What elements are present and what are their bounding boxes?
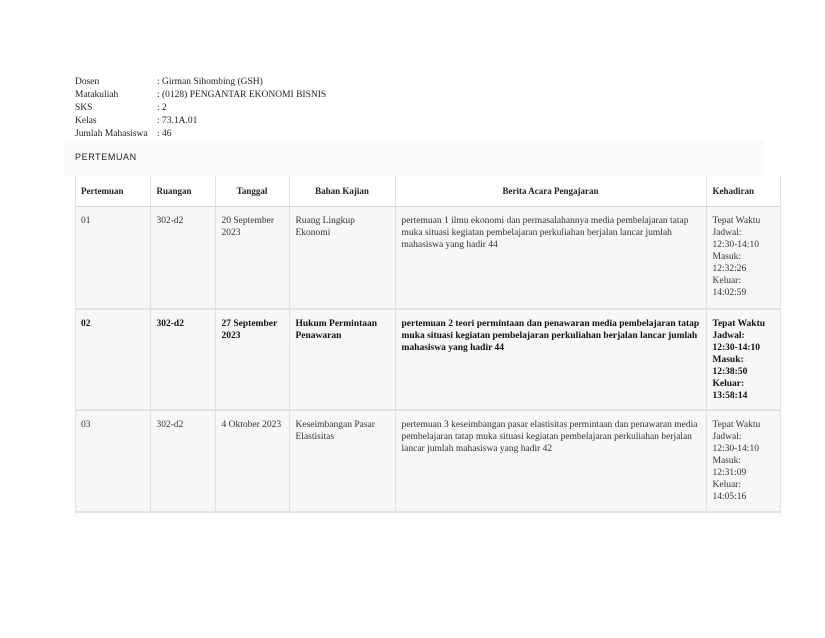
cell-ruangan: 302-d2 xyxy=(150,410,215,512)
info-value: : 73.1A.01 xyxy=(157,116,198,126)
course-info xyxy=(75,76,326,141)
info-row-kelas xyxy=(75,115,326,128)
cell-pertemuan: 02 xyxy=(75,309,150,410)
table-row xyxy=(75,410,781,512)
table-header-row xyxy=(75,176,781,207)
info-row-sks xyxy=(75,102,326,115)
cell-berita-acara: pertemuan 3 keseimbangan pasar elastisitas permintaan dan penawaran media pembelajaran tatap muka situasi kegiatan pembelajaran perkuliahan berjalan lancar jumlah mahasiswa yang hadir 42 xyxy=(395,410,706,512)
cell-bahan-kajian: Ruang Lingkup Ekonomi xyxy=(289,207,395,309)
pertemuan-table xyxy=(75,176,781,513)
header-bahan-kajian: Bahan Kajian xyxy=(289,176,395,207)
header-tanggal: Tanggal xyxy=(215,176,289,207)
cell-kehadiran: Tepat Waktu Jadwal: 12:30-14:10 Masuk: 12:32:26 Keluar: 14:02:59 xyxy=(706,207,781,309)
info-value: : 46 xyxy=(157,129,172,139)
info-label: Kelas xyxy=(75,116,97,126)
cell-tanggal: 20 September 2023 xyxy=(215,207,289,309)
section-band xyxy=(64,140,764,176)
header-ruangan: Ruangan xyxy=(150,176,215,207)
info-value: : Girman Sihombing (GSH) xyxy=(157,77,263,87)
info-label: Jumlah Mahasiswa xyxy=(75,129,148,139)
cell-pertemuan: 01 xyxy=(75,207,150,309)
cell-ruangan: 302-d2 xyxy=(150,207,215,309)
cell-ruangan: 302-d2 xyxy=(150,309,215,410)
info-label: SKS xyxy=(75,103,93,113)
cell-berita-acara: pertemuan 1 ilmu ekonomi dan permasalahannya media pembelajaran tatap muka situasi kegiatan pembelajaran perkuliahan berjalan lancar jumlah mahasiswa yang hadir 44 xyxy=(395,207,706,309)
cell-kehadiran: Tepat Waktu Jadwal: 12:30-14:10 Masuk: 12:31:09 Keluar: 14:05:16 xyxy=(706,410,781,512)
header-pertemuan: Pertemuan xyxy=(75,176,150,207)
info-label: Matakuliah xyxy=(75,90,119,100)
cell-tanggal: 27 September 2023 xyxy=(215,309,289,410)
cell-bahan-kajian: Hukum Permintaan Penawaran xyxy=(289,309,395,410)
info-value: : (0128) PENGANTAR EKONOMI BISNIS xyxy=(157,90,327,100)
section-title: PERTEMUAN xyxy=(75,152,137,162)
cell-bahan-kajian: Keseimbangan Pasar Elastisitas xyxy=(289,410,395,512)
info-row-dosen xyxy=(75,76,326,89)
cell-tanggal: 4 Oktober 2023 xyxy=(215,410,289,512)
info-row-matakuliah xyxy=(75,89,326,102)
cell-pertemuan: 03 xyxy=(75,410,150,512)
table-row xyxy=(75,207,781,309)
cell-berita-acara: pertemuan 2 teori permintaan dan penawaran media pembelajaran tatap muka situasi kegiatan pembelajaran perkuliahan berjalan lancar jumlah mahasiswa yang hadir 44 xyxy=(395,309,706,410)
info-label: Dosen xyxy=(75,77,100,87)
header-berita-acara: Berita Acara Pengajaran xyxy=(395,176,706,207)
header-kehadiran: Kehadiran xyxy=(706,176,781,207)
cell-kehadiran: Tepat Waktu Jadwal: 12:30-14:10 Masuk: 12:38:50 Keluar: 13:58:14 xyxy=(706,309,781,410)
info-value: : 2 xyxy=(157,103,167,113)
table-row xyxy=(75,309,781,410)
